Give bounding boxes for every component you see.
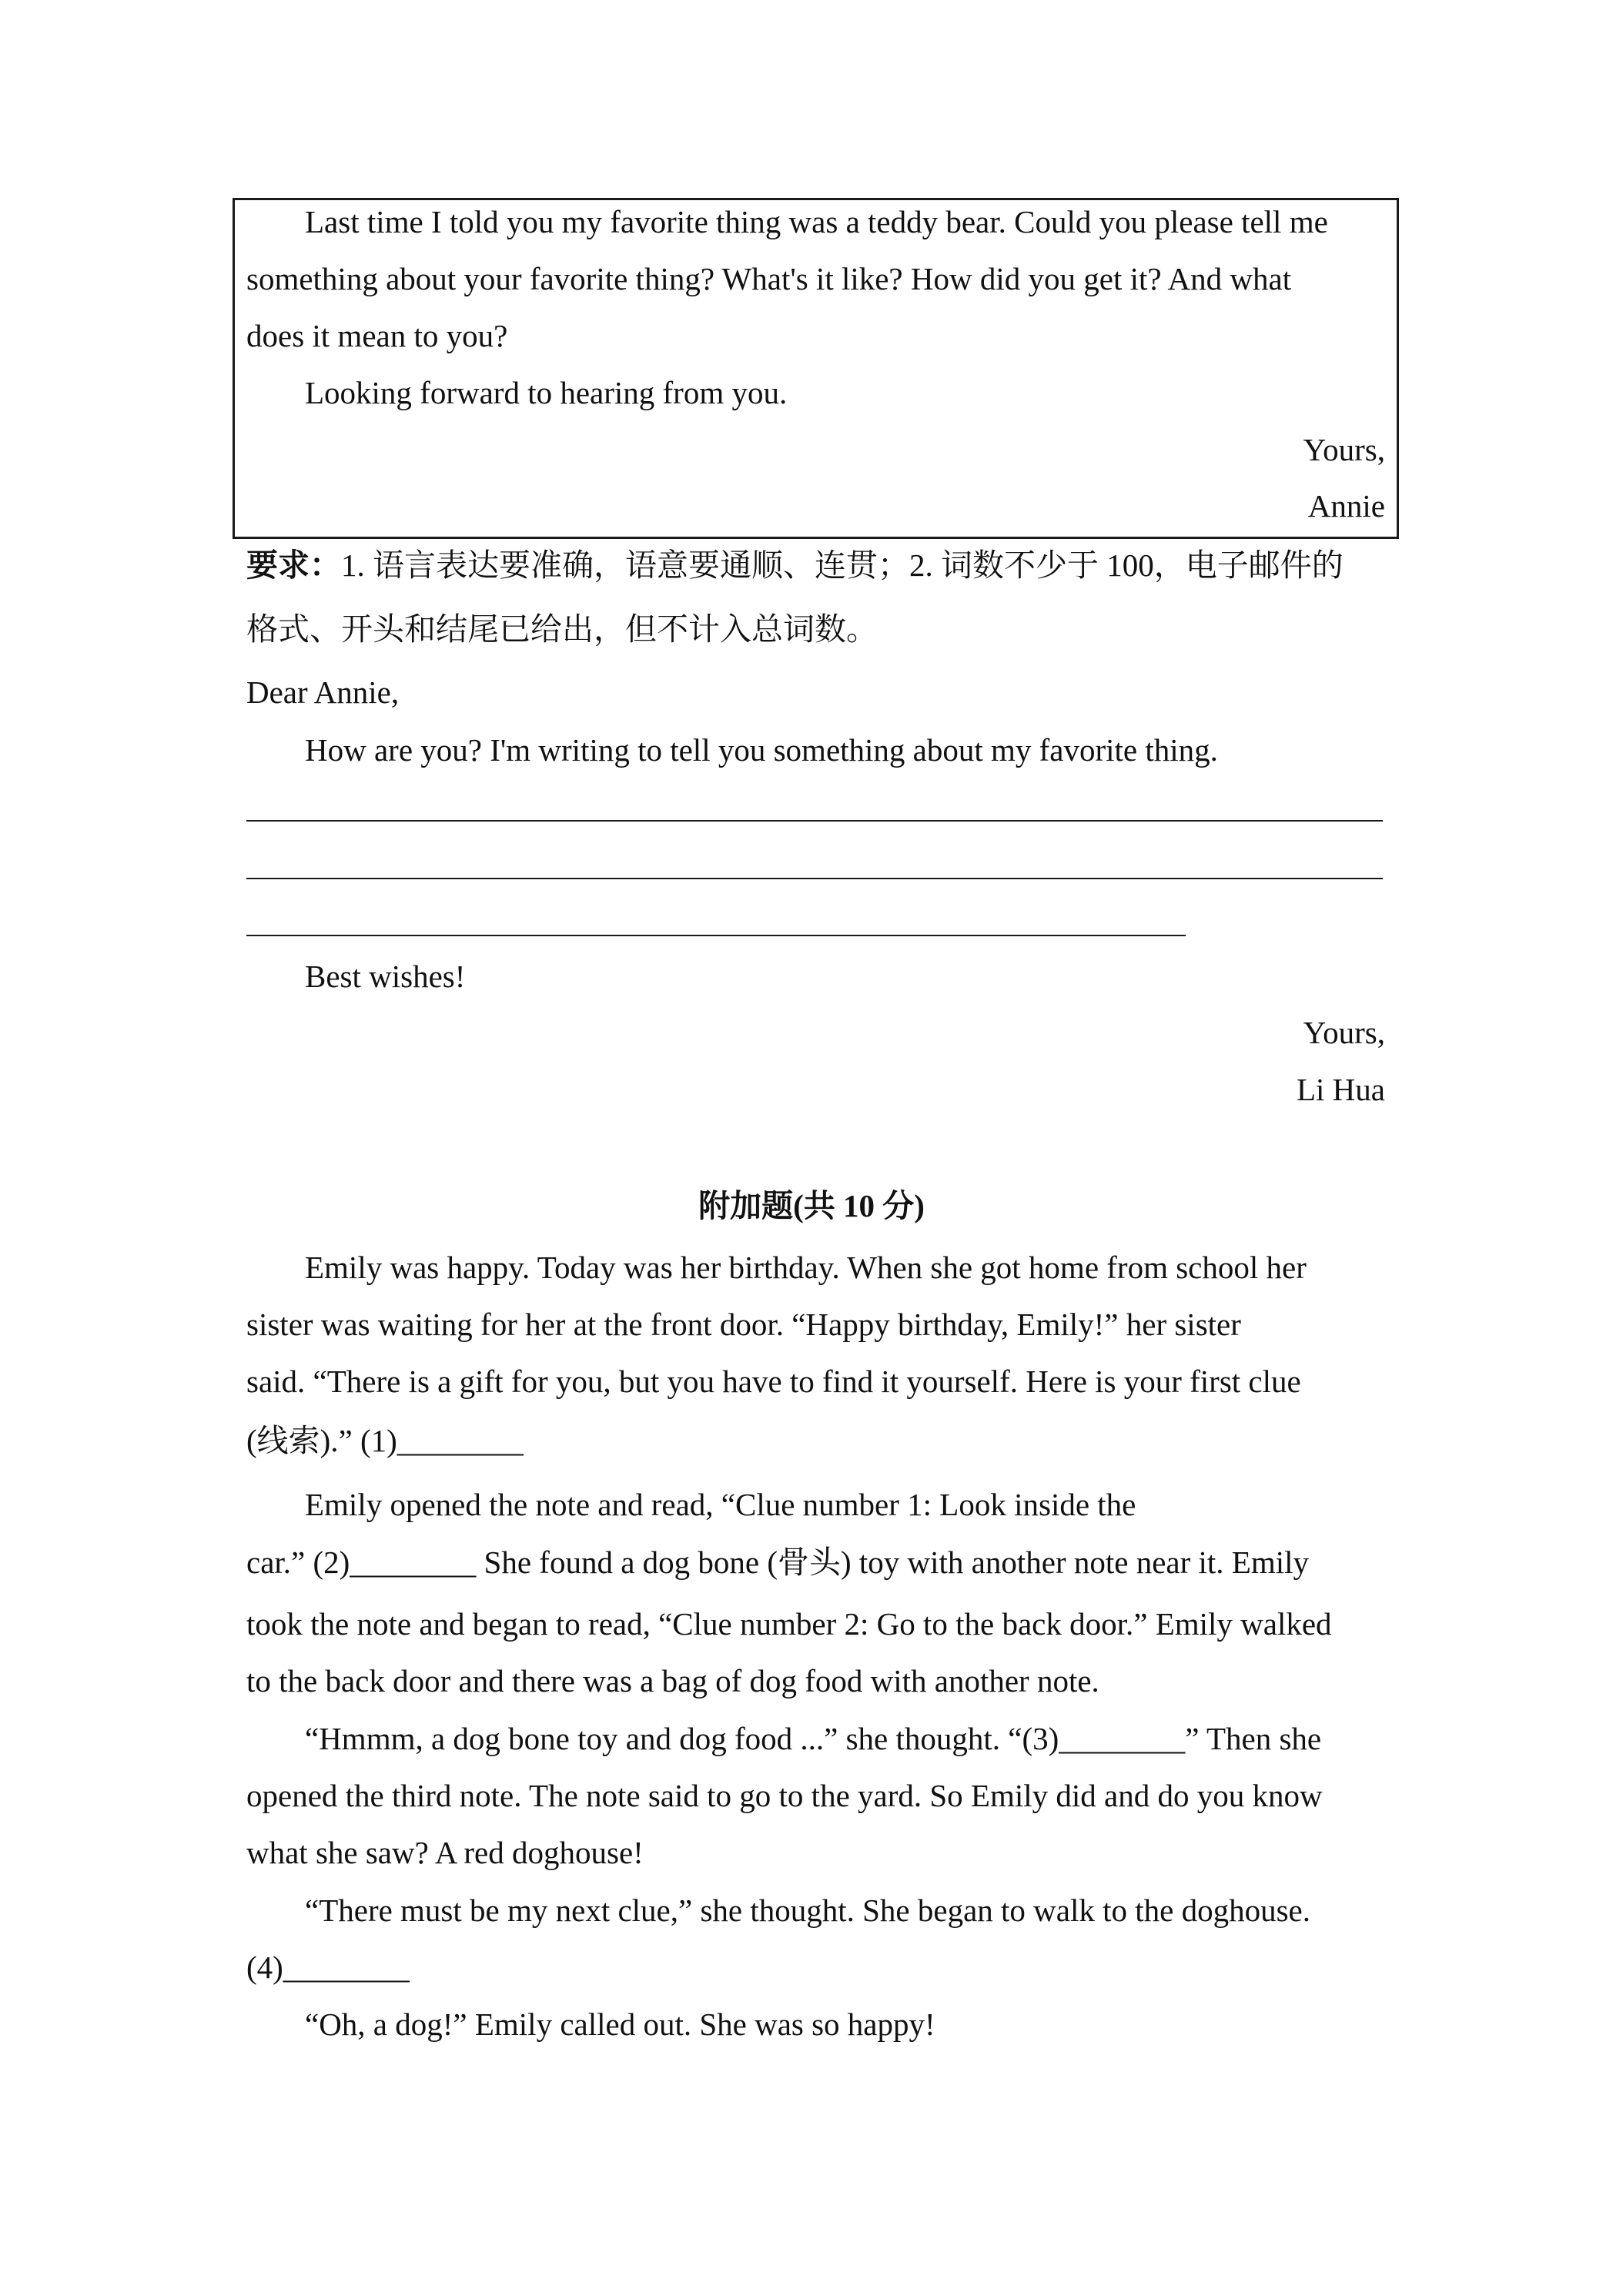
bonus-paragraph-3-line-3: what she saw? A red doghouse! <box>246 1835 644 1870</box>
bonus-paragraph-1-line-4: (线索).” (1)________ <box>246 1423 524 1458</box>
bonus-paragraph-4-line-1: “There must be my next clue,” she thought. She began to walk to the doghouse. <box>305 1893 1310 1928</box>
bonus-paragraph-1-line-3: said. “There is a gift for you, but you have to find it yourself. Here is your first clue <box>246 1364 1301 1399</box>
bonus-paragraph-3-line-1: “Hmmm, a dog bone toy and dog food ...” she thought. “(3)________” Then she <box>305 1721 1322 1756</box>
letter-paragraph-1-line-3: does it mean to you? <box>246 318 508 353</box>
bonus-paragraph-3-line-2: opened the third note. The note said to go to the yard. So Emily did and do you know <box>246 1778 1323 1813</box>
bonus-paragraph-1-line-2: sister was waiting for her at the front door. “Happy birthday, Emily!” her sister <box>246 1307 1241 1342</box>
requirements-label: 要求： <box>246 547 341 583</box>
bonus-paragraph-4-line-2: (4)________ <box>246 1950 410 1985</box>
answer-blank-line-2[interactable] <box>246 878 1383 879</box>
letter-paragraph-2: Looking forward to hearing from you. <box>305 375 788 410</box>
reply-opening: How are you? I'm writing to tell you something about my favorite thing. <box>305 732 1218 768</box>
answer-blank-line-1[interactable] <box>246 820 1383 822</box>
letter-paragraph-1-line-2: something about your favorite thing? What's it like? How did you get it? And what <box>246 261 1292 296</box>
bonus-paragraph-5-line-1: “Oh, a dog!” Emily called out. She was so happy! <box>305 2006 935 2042</box>
letter-closing: Yours, <box>1303 432 1385 467</box>
letter-paragraph-1-line-1: Last time I told you my favorite thing was a teddy bear. Could you please tell me <box>305 204 1328 239</box>
bonus-paragraph-2-line-4: to the back door and there was a bag of dog food with another note. <box>246 1663 1099 1699</box>
bonus-paragraph-2-line-3: took the note and began to read, “Clue number 2: Go to the back door.” Emily walked <box>246 1606 1332 1642</box>
reply-greeting: Dear Annie, <box>246 674 400 710</box>
letter-signature: Annie <box>1307 488 1385 524</box>
answer-blank-line-3[interactable] <box>246 935 1186 936</box>
letter-box <box>233 198 1399 539</box>
reply-signature: Li Hua <box>1297 1072 1385 1107</box>
bonus-paragraph-2-line-1: Emily opened the note and read, “Clue number 1: Look inside the <box>305 1487 1136 1522</box>
bonus-paragraph-2-line-2: car.” (2)________ She found a dog bone (骨头) toy with another note near it. Emily <box>246 1545 1310 1580</box>
reply-closing: Yours, <box>1303 1015 1385 1050</box>
reply-best-wishes: Best wishes! <box>305 959 466 994</box>
requirements-line-2: 格式、开头和结尾已给出，但不计入总词数。 <box>246 611 878 647</box>
bonus-paragraph-1-line-1: Emily was happy. Today was her birthday. When she got home from school her <box>305 1250 1307 1285</box>
requirements-text-1: 1. 语言表达要准确，语意要通顺、连贯；2. 词数不少于 100，电子邮件的 <box>341 547 1344 583</box>
requirements-line-1 <box>246 547 1344 583</box>
bonus-title: 附加题(共 10 分) <box>698 1188 925 1223</box>
